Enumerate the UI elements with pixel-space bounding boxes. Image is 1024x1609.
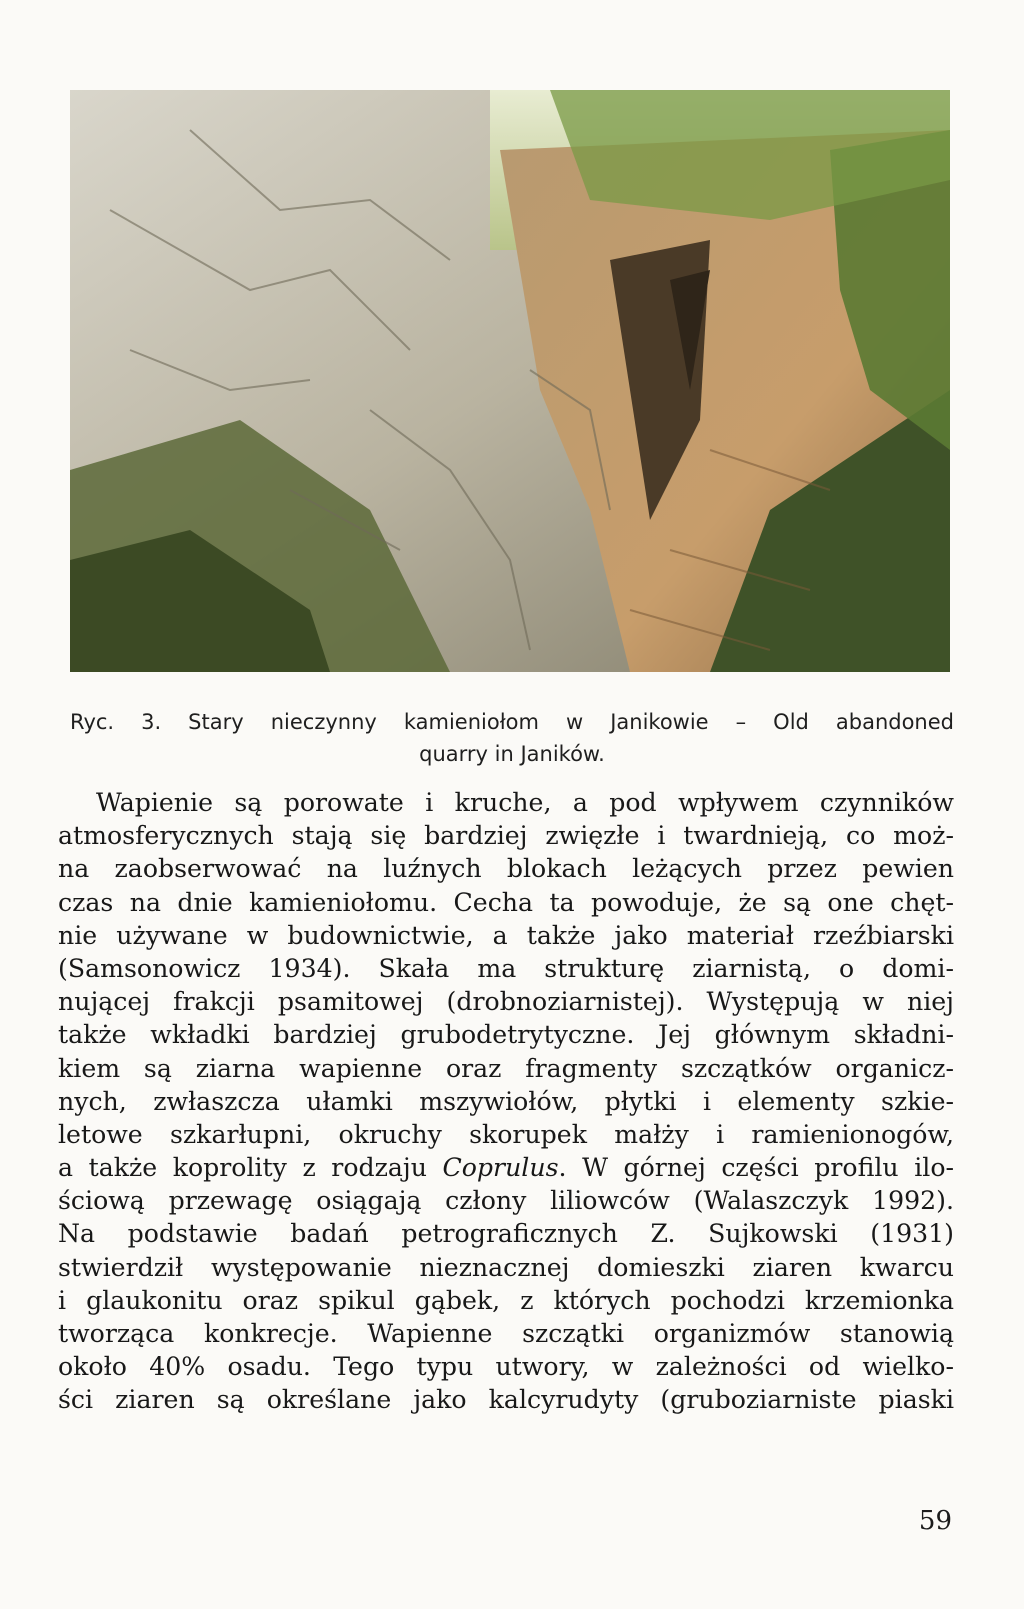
figure-caption (70, 706, 954, 770)
genus-name: Coprulus (442, 1153, 559, 1183)
text-line: ści ziaren są określane jako kalcyrudyty (gruboziarniste piaski (58, 1385, 954, 1415)
text-line-mixed (58, 1151, 954, 1184)
quarry-photo (70, 90, 950, 672)
text-line-start: a także koprolity z rodzaju (58, 1153, 443, 1183)
text-line: Na podstawie badań petrograficznych Z. Sujkowski (1931) (58, 1219, 954, 1249)
text-line: około 40% osadu. Tego typu utwory, w zależności od wielko- (58, 1352, 954, 1382)
text-line: także wkładki bardziej grubodetrytyczne. Jej głównym składni- (58, 1020, 954, 1050)
page-number: 59 (918, 1506, 952, 1536)
text-line: tworząca konkrecje. Wapienne szczątki organizmów stanowią (58, 1319, 954, 1348)
text-line: stwierdził występowanie nieznacznej domieszki ziaren kwarcu (58, 1252, 954, 1282)
text-line: kiem są ziarna wapienne oraz fragmenty szczątków organicz- (58, 1053, 954, 1083)
text-line: atmosferycznych stają się bardziej zwięzłe i twardnieją, co moż- (58, 821, 954, 851)
text-line: (Samsonowicz 1934). Skała ma strukturę ziarnistą, o domi- (58, 953, 954, 983)
text-line: nie używane w budownictwie, a także jako materiał rzeźbiarski (58, 920, 954, 950)
body-paragraph (58, 786, 954, 1417)
text-line: letowe szkarłupni, okruchy skorupek małży i ramienionogów, (58, 1119, 954, 1149)
text-line: na zaobserwować na luźnych blokach leżących przez pewien (58, 854, 954, 884)
text-line: i glaukonitu oraz spikul gąbek, z których pochodzi krzemionka (58, 1285, 954, 1315)
text-line: nującej frakcji psamitowej (drobnoziarnistej). Występują w niej (58, 987, 954, 1017)
caption-line-2: quarry in Janików. (419, 742, 605, 766)
caption-line-1: Ryc. 3. Stary nieczynny kamieniołom w Janikowie – Old abandoned (70, 710, 954, 734)
text-line: ściową przewagę osiągają człony liliowców (Walaszczyk 1992). (58, 1186, 954, 1216)
text-line: nych, zwłaszcza ułamki mszywiołów, płytki i elementy szkie- (58, 1086, 954, 1116)
text-line-end: . W górnej części profilu ilo- (558, 1153, 954, 1183)
quarry-rock-wall-photo-icon (70, 90, 950, 672)
text-line: czas na dnie kamieniołomu. Cecha ta powoduje, że są one chęt- (58, 887, 954, 917)
text-line: Wapienie są porowate i kruche, a pod wpływem czynników (96, 788, 954, 817)
